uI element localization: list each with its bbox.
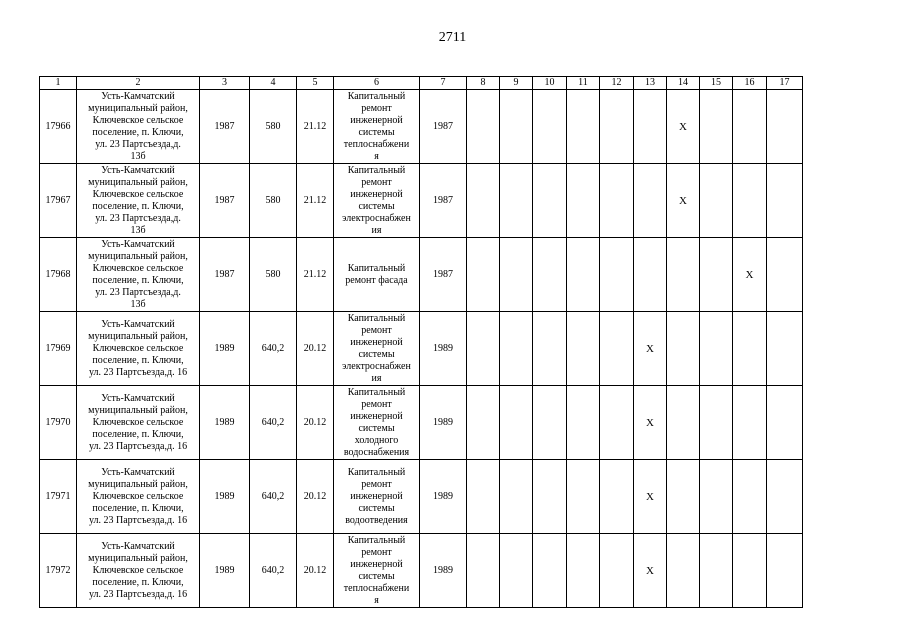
area-cell: 640,2 [250,534,297,608]
address-line: Ключевское сельское [92,342,184,354]
table-row [40,534,803,608]
build-year-cell: 1987 [200,90,250,164]
table-row [40,164,803,238]
code-cell: 21.12 [297,90,334,164]
empty-cell [500,460,533,534]
column-header: 8 [467,77,500,90]
work-type-cell [334,312,420,386]
empty-cell [767,534,803,608]
page-number: 2711 [438,30,467,45]
empty-cell [700,238,733,312]
record-id-cell: 17970 [40,386,77,460]
work-type-line: электроснабжен [342,212,411,224]
empty-cell [467,238,500,312]
work-type-line: системы [358,502,395,514]
column-header: 15 [700,77,733,90]
address-line: Усть-Камчатский [101,540,175,552]
empty-cell [733,312,767,386]
mark-cell: X [667,164,700,238]
address-cell [77,312,200,386]
column-header: 1 [40,77,77,90]
empty-cell [467,312,500,386]
empty-cell [767,164,803,238]
address-line: ул. 23 Партсъезда,д. 16 [88,514,188,526]
table-row [40,386,803,460]
work-type-line: ремонт [361,546,392,558]
address-line: Усть-Камчатский [101,238,175,250]
mark-cell: X [634,312,667,386]
mark-cell: X [634,386,667,460]
empty-cell [533,386,567,460]
empty-cell [600,460,634,534]
address-line: ул. 23 Партсъезда,д. [95,286,181,298]
address-line: ул. 23 Партсъезда,д. 16 [88,588,188,600]
build-year-cell: 1987 [200,238,250,312]
record-id-cell: 17969 [40,312,77,386]
column-header: 10 [533,77,567,90]
record-id-cell: 17967 [40,164,77,238]
empty-cell [700,164,733,238]
record-id-cell: 17972 [40,534,77,608]
mark-cell: X [667,90,700,164]
address-line: ул. 23 Партсъезда,д. 16 [88,366,188,378]
work-type-line: холодного [354,434,399,446]
work-type-line: ремонт [361,324,392,336]
column-header: 5 [297,77,334,90]
address-line: Ключевское сельское [92,490,184,502]
work-type-line: Капитальный [347,386,406,398]
address-line: муниципальный район, [88,102,188,114]
work-type-line: системы [358,422,395,434]
work-type-line: Капитальный [347,466,406,478]
address-cell [77,164,200,238]
empty-cell [600,164,634,238]
work-type-line: водоотведения [345,514,408,526]
work-type-line: я [374,150,379,162]
address-line: муниципальный район, [88,176,188,188]
year-cell: 1989 [420,312,467,386]
address-cell [77,534,200,608]
empty-cell [733,164,767,238]
empty-cell [467,90,500,164]
record-id-cell: 17971 [40,460,77,534]
area-cell: 580 [250,238,297,312]
empty-cell [567,460,600,534]
build-year-cell: 1989 [200,312,250,386]
empty-cell [733,90,767,164]
empty-cell [767,238,803,312]
work-type-line: электроснабжен [342,360,411,372]
empty-cell [767,90,803,164]
address-line: 13б [130,298,146,310]
work-type-line: инженерной [350,188,403,200]
code-cell: 20.12 [297,386,334,460]
empty-cell [467,534,500,608]
empty-cell [533,312,567,386]
empty-cell [634,90,667,164]
column-header: 2 [77,77,200,90]
empty-cell [500,386,533,460]
empty-cell [667,534,700,608]
mark-cell: X [634,460,667,534]
empty-cell [567,534,600,608]
empty-cell [733,386,767,460]
work-type-line: системы [358,570,395,582]
work-type-line: ремонт [361,102,392,114]
address-line: Усть-Камчатский [101,164,175,176]
build-year-cell: 1989 [200,534,250,608]
address-line: ул. 23 Партсъезда,д. [95,138,181,150]
work-type-line: системы [358,126,395,138]
empty-cell [667,238,700,312]
empty-cell [700,312,733,386]
address-line: муниципальный район, [88,330,188,342]
code-cell: 21.12 [297,164,334,238]
empty-cell [500,534,533,608]
area-cell: 640,2 [250,386,297,460]
build-year-cell: 1989 [200,460,250,534]
column-header: 3 [200,77,250,90]
work-type-line: ремонт [361,478,392,490]
column-header: 16 [733,77,767,90]
column-header: 6 [334,77,420,90]
empty-cell [567,312,600,386]
empty-cell [667,460,700,534]
address-line: Усть-Камчатский [101,90,175,102]
code-cell: 20.12 [297,534,334,608]
empty-cell [533,534,567,608]
table-row [40,312,803,386]
address-line: Ключевское сельское [92,262,184,274]
empty-cell [600,534,634,608]
empty-cell [467,164,500,238]
mark-cell: X [733,238,767,312]
work-type-line: ия [371,372,382,384]
column-header: 11 [567,77,600,90]
register-table [39,76,803,608]
empty-cell [667,312,700,386]
address-line: муниципальный район, [88,404,188,416]
build-year-cell: 1987 [200,164,250,238]
table-row [40,90,803,164]
work-type-cell [334,90,420,164]
area-cell: 580 [250,164,297,238]
address-cell [77,460,200,534]
year-cell: 1987 [420,238,467,312]
year-cell: 1987 [420,164,467,238]
column-header: 7 [420,77,467,90]
empty-cell [533,238,567,312]
address-line: ул. 23 Партсъезда,д. [95,212,181,224]
empty-cell [767,386,803,460]
address-line: Ключевское сельское [92,416,184,428]
work-type-line: Капитальный [347,534,406,546]
address-line: муниципальный район, [88,250,188,262]
address-line: Усть-Камчатский [101,466,175,478]
work-type-cell [334,386,420,460]
address-line: Ключевское сельское [92,188,184,200]
year-cell: 1989 [420,534,467,608]
year-cell: 1989 [420,386,467,460]
empty-cell [733,534,767,608]
empty-cell [667,386,700,460]
area-cell: 580 [250,90,297,164]
area-cell: 640,2 [250,312,297,386]
work-type-line: инженерной [350,490,403,502]
work-type-line: Капитальный [347,312,406,324]
empty-cell [700,534,733,608]
empty-cell [600,312,634,386]
empty-cell [567,386,600,460]
empty-cell [733,460,767,534]
work-type-line: водоснабжения [343,446,410,458]
work-type-cell [334,238,420,312]
address-line: поселение, п. Ключи, [92,274,184,286]
empty-cell [634,164,667,238]
record-id-cell: 17968 [40,238,77,312]
empty-cell [500,312,533,386]
code-cell: 20.12 [297,312,334,386]
empty-cell [634,238,667,312]
empty-cell [533,164,567,238]
address-cell [77,90,200,164]
empty-cell [767,460,803,534]
address-line: поселение, п. Ключи, [92,126,184,138]
empty-cell [600,90,634,164]
work-type-line: инженерной [350,114,403,126]
column-header: 12 [600,77,634,90]
year-cell: 1987 [420,90,467,164]
work-type-line: Капитальный [347,164,406,176]
work-type-line: ремонт фасада [345,274,408,286]
year-cell: 1989 [420,460,467,534]
column-header: 9 [500,77,533,90]
header-row [40,77,803,90]
empty-cell [500,90,533,164]
empty-cell [467,460,500,534]
address-line: 13б [130,150,146,162]
address-line: Ключевское сельское [92,114,184,126]
work-type-line: инженерной [350,336,403,348]
work-type-line: я [374,594,379,606]
address-line: муниципальный район, [88,478,188,490]
table-row [40,238,803,312]
empty-cell [567,90,600,164]
build-year-cell: 1989 [200,386,250,460]
address-line: поселение, п. Ключи, [92,200,184,212]
work-type-line: Капитальный [347,262,406,274]
address-line: поселение, п. Ключи, [92,576,184,588]
work-type-line: Капитальный [347,90,406,102]
work-type-line: системы [358,348,395,360]
empty-cell [500,238,533,312]
work-type-cell [334,164,420,238]
code-cell: 21.12 [297,238,334,312]
work-type-line: теплоснабжени [343,138,410,150]
empty-cell [700,460,733,534]
mark-cell: X [634,534,667,608]
empty-cell [700,386,733,460]
address-line: поселение, п. Ключи, [92,502,184,514]
column-header: 17 [767,77,803,90]
work-type-cell [334,460,420,534]
address-line: поселение, п. Ключи, [92,354,184,366]
work-type-line: системы [358,200,395,212]
empty-cell [533,90,567,164]
work-type-line: инженерной [350,410,403,422]
empty-cell [600,386,634,460]
empty-cell [567,238,600,312]
work-type-cell [334,534,420,608]
empty-cell [767,312,803,386]
column-header: 14 [667,77,700,90]
work-type-line: инженерной [350,558,403,570]
record-id-cell: 17966 [40,90,77,164]
address-line: поселение, п. Ключи, [92,428,184,440]
address-cell [77,386,200,460]
column-header: 4 [250,77,297,90]
address-line: ул. 23 Партсъезда,д. 16 [88,440,188,452]
empty-cell [500,164,533,238]
address-line: Ключевское сельское [92,564,184,576]
work-type-line: ремонт [361,176,392,188]
address-line: муниципальный район, [88,552,188,564]
empty-cell [533,460,567,534]
area-cell: 640,2 [250,460,297,534]
work-type-line: теплоснабжени [343,582,410,594]
code-cell: 20.12 [297,460,334,534]
address-cell [77,238,200,312]
address-line: Усть-Камчатский [101,318,175,330]
work-type-line: ремонт [361,398,392,410]
empty-cell [467,386,500,460]
column-header: 13 [634,77,667,90]
empty-cell [600,238,634,312]
empty-cell [700,90,733,164]
address-line: Усть-Камчатский [101,392,175,404]
table-row [40,460,803,534]
work-type-line: ия [371,224,382,236]
empty-cell [567,164,600,238]
address-line: 13б [130,224,146,236]
